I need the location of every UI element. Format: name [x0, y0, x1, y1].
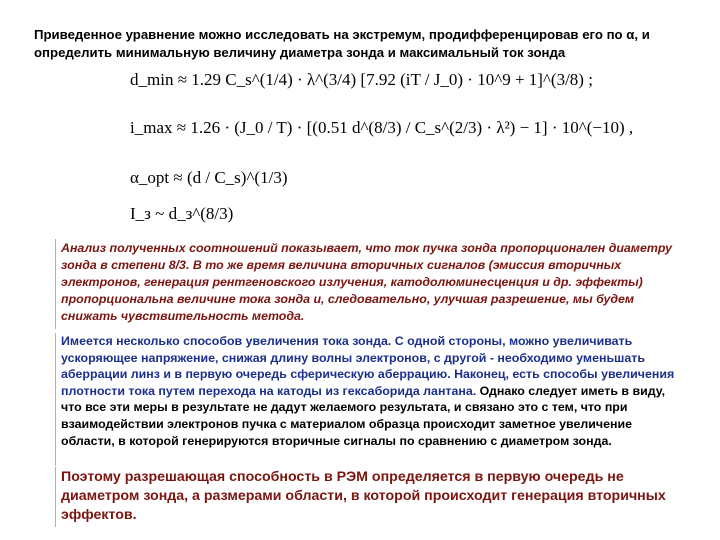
left-rule	[55, 467, 56, 527]
formula-d-min: d_min ≈ 1.29 C_s^(1/4) · λ^(3/4) [7.92 (iT / J_0) · 10^9 + 1]^(3/8) ;	[130, 70, 593, 89]
methods-text-part2: Однако следует иметь в виду, что все эти меры в результате не дадут желаемого результата, и связано это с тем, что при взаимодействии электронов пучка с материалом образца происходит заметное увеличение области, в которой генерируются вторичные сигналы по сравнению с диаметром зонда.	[61, 383, 666, 448]
left-rule	[55, 239, 56, 329]
formula-i-max: i_max ≈ 1.26 · (J_0 / T) · [(0.51 d^(8/3) / C_s^(2/3) · λ²) − 1] · 10^(−10) ,	[130, 118, 634, 137]
formula-block	[100, 60, 634, 235]
left-rule	[55, 333, 56, 466]
intro-paragraph: Приведенное уравнение можно исследовать на экстремум, продифференцировав его по α, и определить минимальную величину диаметра зонда и максимальный ток зонда	[34, 27, 650, 60]
analysis-paragraph: Анализ полученных соотношений показывает, что ток пучка зонда пропорционален диаметру зонда в степени 8/3. В то же время величина вторичных сигналов (эмиссия вторичных электронов, генерация рентгеновского излучения, катодолюминесценция и др. эффекты) пропорциональна величине тока зонда и, следовательно, улучшая разрешение, мы будем снижать чувствительность метода.	[61, 241, 673, 323]
methods-paragraph	[61, 333, 686, 449]
formula-alpha-opt: α_opt ≈ (d / C_s)^(1/3)	[130, 168, 288, 187]
formula-current-proportionality: I_з ~ d_з^(8/3)	[130, 204, 234, 223]
methods-text-part1: Имеется несколько способов увеличения тока зонда. С одной стороны, можно увеличивать ускоряющее напряжение, снижая длину волны электронов, с другой - необходимо уменьшать аберрации линз и в первую очередь сферическую аберрацию. Наконец, есть способы увеличения плотности тока путем перехода на катоды из гексаборида лантана.	[61, 334, 675, 398]
conclusion-paragraph: Поэтому разрешающая способность в РЭМ определяется в первую очередь не диаметром зонда, а размерами области, в которой происходит генерация вторичных эффектов.	[61, 469, 666, 523]
